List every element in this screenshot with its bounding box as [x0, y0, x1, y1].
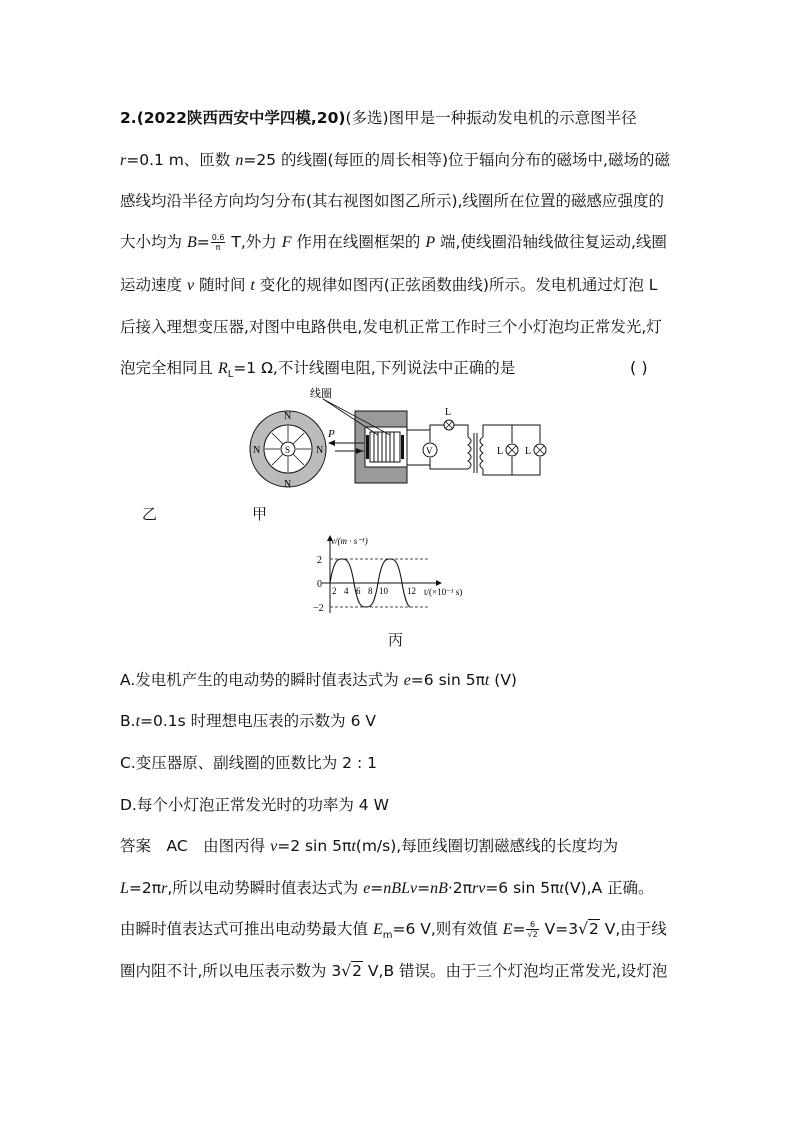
velocity-time-graph — [300, 533, 500, 619]
sqrt-2: √2 — [578, 920, 599, 938]
option-b: B.t=0.1s 时理想电压表的示数为 6 V — [120, 712, 376, 730]
fraction-b: $\frac{0.6}{\pi}$ — [211, 233, 225, 252]
tick-y-0: 0 — [317, 579, 322, 590]
coil-label: 线圈 — [310, 388, 332, 400]
figure-label-bing: 丙 — [388, 631, 404, 649]
figure-label-jia: 甲 — [252, 505, 268, 523]
tick-x-2: 2 — [332, 586, 337, 596]
answer-line-1: 答案 AC 由图丙得 v=2 sin 5πt(m/s),每匝线圈切割磁感线的长度均为 — [120, 837, 619, 855]
answer-bracket: ( ) — [630, 358, 648, 377]
question-line-2: r=0.1 m、匝数 n=25 的线圈(每匝的周长相等)位于辐向分布的磁场中,磁场的磁 — [120, 151, 670, 169]
tick-x-8: 8 — [368, 586, 373, 596]
answer-line-2: L=2πr,所以电动势瞬时值表达式为 e=nBLv=nB·2πrv=6 sin 5πt(V),A 正确。 — [120, 879, 654, 897]
question-line-4: 大小均为 B= $\frac{0.6}{\pi}$ T,外力 F 作用在线圈框架的 P 端,使线圈沿轴线做往复运动,线圈 — [120, 233, 667, 252]
lamp-label-2: L — [497, 446, 504, 457]
option-d: D.每个小灯泡正常发光时的功率为 4 W — [120, 796, 389, 814]
option-a: A.发电机产生的电动势的瞬时值表达式为 e=6 sin 5πt (V) — [120, 671, 517, 689]
sqrt-2: √2 — [341, 962, 362, 980]
question-line-3: 感线均沿半径方向均匀分布(其右视图如图乙所示),线圈所在位置的磁感应强度的 — [120, 192, 665, 210]
answer-line-4: 圈内阻不计,所以电压表示数为 3√2 V,B 错误。由于三个灯泡均正常发光,设灯泡 — [120, 962, 668, 980]
voltmeter-label: V — [426, 446, 433, 456]
tick-y-2: 2 — [317, 555, 322, 566]
graph-ylabel: v/(m · s⁻¹) — [331, 536, 368, 546]
question-line-7: 泡完全相同且 $R_L=1$ Ω,不计线圈电阻,下列说法中正确的是 — [120, 359, 516, 381]
magnet-n-top: N — [284, 411, 292, 422]
question-source: (2022陕西西安中学四模,20) — [136, 109, 346, 127]
tick-x-12: 12 — [407, 586, 416, 596]
question-line-6: 后接入理想变压器,对图中电路供电,发电机正常工作时三个小灯泡均正常发光,灯 — [120, 318, 662, 336]
tick-y-neg2: −2 — [313, 603, 324, 614]
question-type: (多选) — [345, 109, 389, 127]
graph-xlabel: t/(×10⁻¹ s) — [424, 587, 463, 597]
question-line-1: 2.(2022陕西西安中学四模,20)(多选)图甲是一种振动发电机的示意图半径 — [120, 109, 637, 127]
lamp-label-1: L — [445, 407, 452, 418]
tick-x-10: 10 — [379, 586, 388, 596]
generator-body — [310, 386, 407, 483]
answer-line-3: 由瞬时值表达式可推出电动势最大值 $E_m=6$ V,则有效值 E= $\frac{6}{√2}$ V=3√2 V,由于线 — [120, 920, 667, 942]
question-number: 2. — [120, 109, 137, 127]
magnet-n-right: N — [316, 445, 324, 456]
figure-label-yi: 乙 — [142, 505, 158, 523]
generator-diagram — [240, 385, 560, 495]
tick-x-6: 6 — [356, 586, 361, 596]
lamp-label-3: L — [525, 446, 532, 457]
fraction-e: $\frac{6}{√2}$ — [527, 920, 538, 939]
magnet-n-left: N — [253, 445, 261, 456]
magnet-n-bottom: N — [284, 479, 292, 490]
option-c: C.变压器原、副线圈的匝数比为 2 : 1 — [120, 754, 377, 772]
radial-magnet-view — [250, 411, 326, 490]
tick-x-4: 4 — [344, 586, 349, 596]
magnet-s: S — [285, 445, 291, 455]
p-label: P — [328, 428, 335, 440]
question-line-5: 运动速度 v 随时间 t 变化的规律如图丙(正弦函数曲线)所示。发电机通过灯泡 L — [120, 276, 658, 294]
